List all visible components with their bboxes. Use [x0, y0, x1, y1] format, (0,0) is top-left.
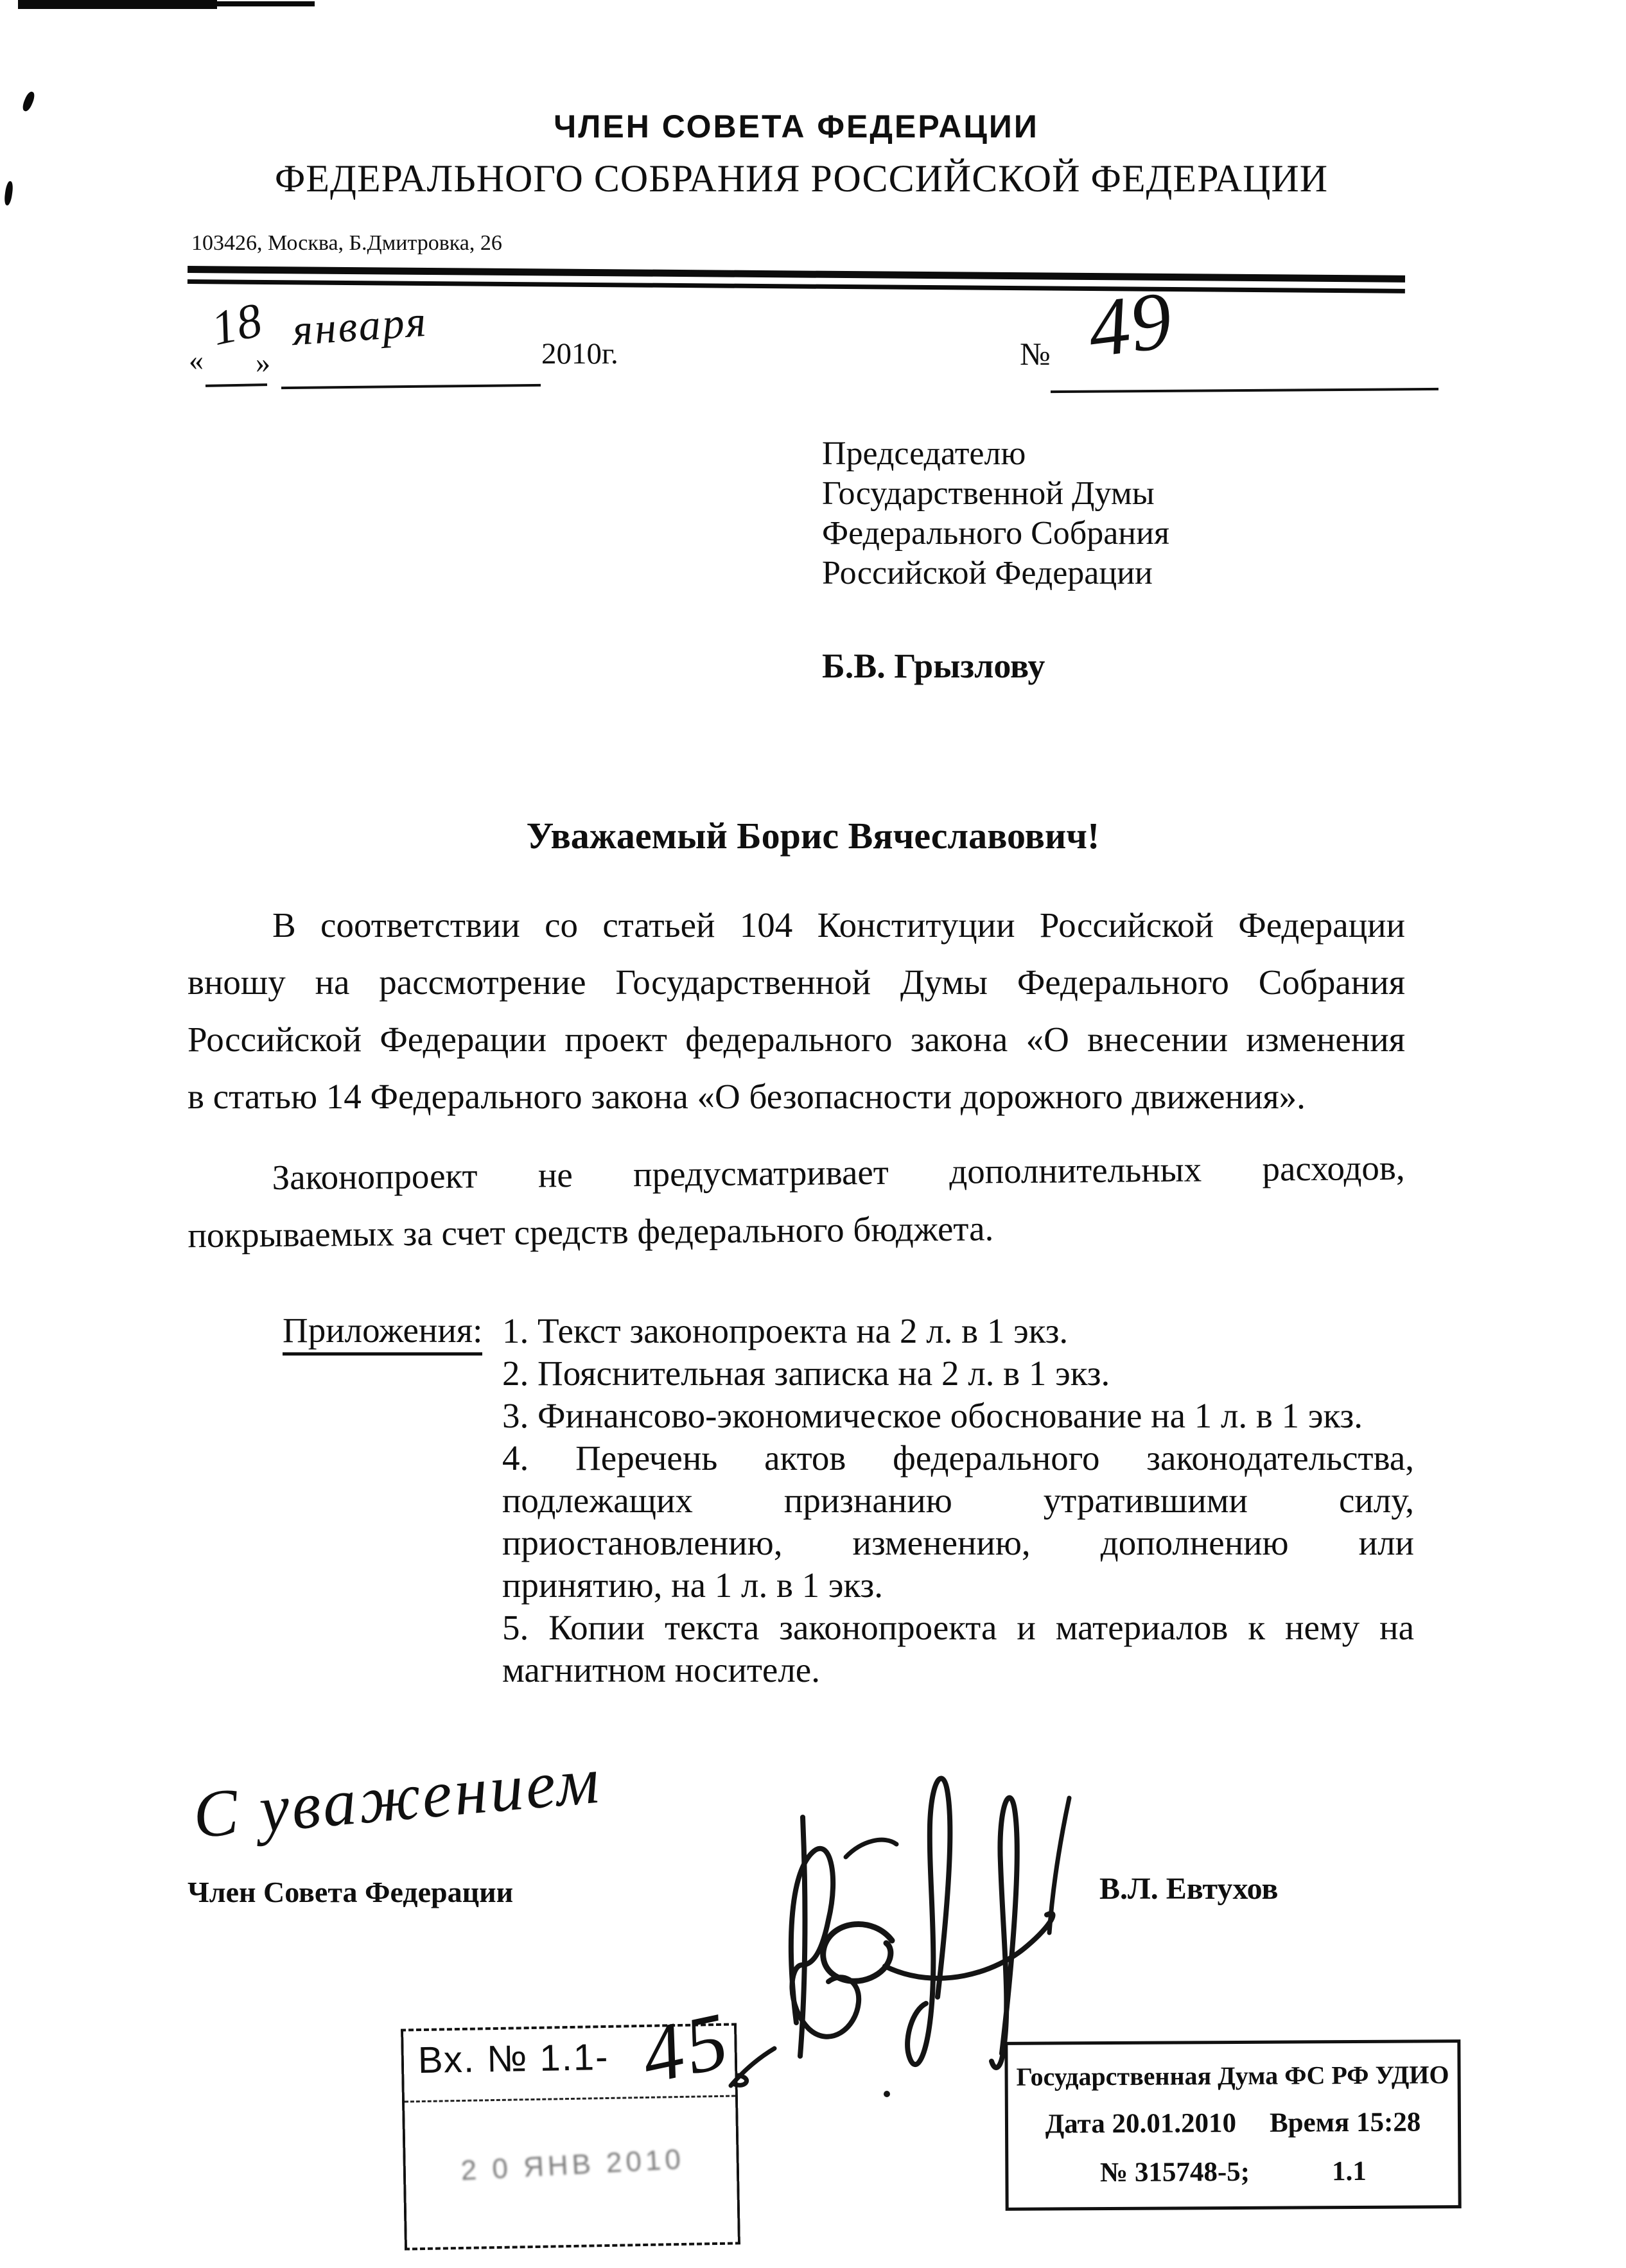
- attachment-item: [502, 1437, 1414, 1607]
- salutation: Уважаемый Борис Вячеславович!: [526, 815, 1100, 857]
- attachment-item-line: 5. Копии текста законопроекта и материалов к нему на: [502, 1608, 1414, 1647]
- body-line: в статью 14 Федерального закона «О безопасности дорожного движения».: [188, 1077, 1306, 1116]
- attachment-item: 1. Текст законопроекта на 2 л. в 1 экз.: [502, 1311, 1069, 1350]
- addressee-line: Федерального Собрания: [822, 515, 1169, 552]
- number-underline: [1051, 388, 1438, 393]
- stamp-duma-org: Государственная Дума ФС РФ УДИО: [1016, 2060, 1449, 2091]
- date-open-quote: «: [189, 344, 204, 376]
- date-year: 2010г.: [541, 337, 618, 371]
- addressee-name: Б.В. Грызлову: [822, 647, 1045, 685]
- stamp-incoming-header: Вх. № 1.1-: [417, 2036, 609, 2082]
- body-line: Законопроект не предусматривает дополнительных расходов,: [272, 1147, 1405, 1198]
- attachment-item: 3. Финансово-экономическое обоснование на 1 л. в 1 экз.: [502, 1396, 1363, 1435]
- letterhead-address: 103426, Москва, Б.Дмитровка, 26: [191, 231, 502, 255]
- stamp-incoming-divider: [405, 2095, 735, 2103]
- date-day-underline: [205, 383, 267, 387]
- stamp-duma-number: № 315748-5;: [1099, 2156, 1250, 2188]
- scan-artifact-top-bar-tail: [212, 1, 315, 6]
- attachment-item-line: подлежащих признанию утратившими силу,: [502, 1481, 1414, 1520]
- stamp-incoming-date: 2 0 ЯНВ 2010: [460, 2143, 685, 2187]
- addressee-line: Государственной Думы: [822, 475, 1155, 512]
- scan-artifact-top-bar: [18, 0, 217, 9]
- stamp-duma-box: [1004, 2039, 1461, 2211]
- attachments-label: Приложения:: [283, 1310, 482, 1356]
- handwritten-incoming-number: 45: [633, 1995, 739, 2101]
- date-month-underline: [281, 384, 541, 389]
- stamp-duma-time: Время 15:28: [1269, 2107, 1421, 2138]
- addressee-line: Председателю: [822, 435, 1026, 472]
- addressee-block: [822, 434, 1169, 593]
- attachments-list: [502, 1310, 1414, 1691]
- number-sign: №: [1020, 336, 1051, 372]
- letterhead-double-rule: [188, 266, 1405, 293]
- addressee-line: Российской Федерации: [822, 555, 1153, 591]
- body-line: В соответствии со статьей 104 Конституции Российской Федерации: [272, 905, 1405, 945]
- attachment-item-line: магнитном носителе.: [502, 1650, 820, 1689]
- stamp-duma-date: Дата 20.01.2010: [1045, 2107, 1237, 2140]
- attachment-item-line: приостановлению, изменению, дополнению или: [502, 1523, 1414, 1562]
- handwritten-regards: С уважением: [190, 1743, 604, 1853]
- date-close-quote: »: [256, 346, 270, 379]
- letterhead-org-line2: ФЕДЕРАЛЬНОГО СОБРАНИЯ РОССИЙСКОЙ ФЕДЕРАЦИИ: [274, 157, 1329, 200]
- body-line: покрываемых за счет средств федерального бюджета.: [188, 1208, 994, 1255]
- attachment-item-line: 4. Перечень актов федерального законодательства,: [502, 1438, 1414, 1478]
- handwritten-day: 18: [207, 292, 267, 356]
- letterhead-org-line1: ЧЛЕН СОВЕТА ФЕДЕРАЦИИ: [554, 109, 1039, 144]
- body-paragraph-1: [188, 896, 1405, 1125]
- body-line: вношу на рассмотрение Государственной Думы Федерального Собрания: [188, 963, 1405, 1002]
- body-paragraph-2: [187, 1139, 1405, 1264]
- attachment-item-line: принятию, на 1 л. в 1 экз.: [502, 1566, 883, 1605]
- body-line: Российской Федерации проект федерального закона «О внесении изменения: [188, 1020, 1405, 1059]
- handwritten-month: января: [290, 296, 430, 355]
- closing-sender-title: Член Совета Федерации: [188, 1876, 514, 1908]
- attachment-item: 2. Пояснительная записка на 2 л. в 1 экз.: [502, 1354, 1110, 1393]
- attachment-item: [502, 1607, 1414, 1691]
- stamp-duma-date-time: [1008, 2098, 1458, 2149]
- stamp-duma-index: 1.1: [1331, 2156, 1367, 2187]
- closing-sender-name: В.Л. Евтухов: [1099, 1872, 1279, 1906]
- stamp-duma-number-row: [1008, 2147, 1458, 2198]
- handwritten-outgoing-number: 49: [1083, 274, 1178, 375]
